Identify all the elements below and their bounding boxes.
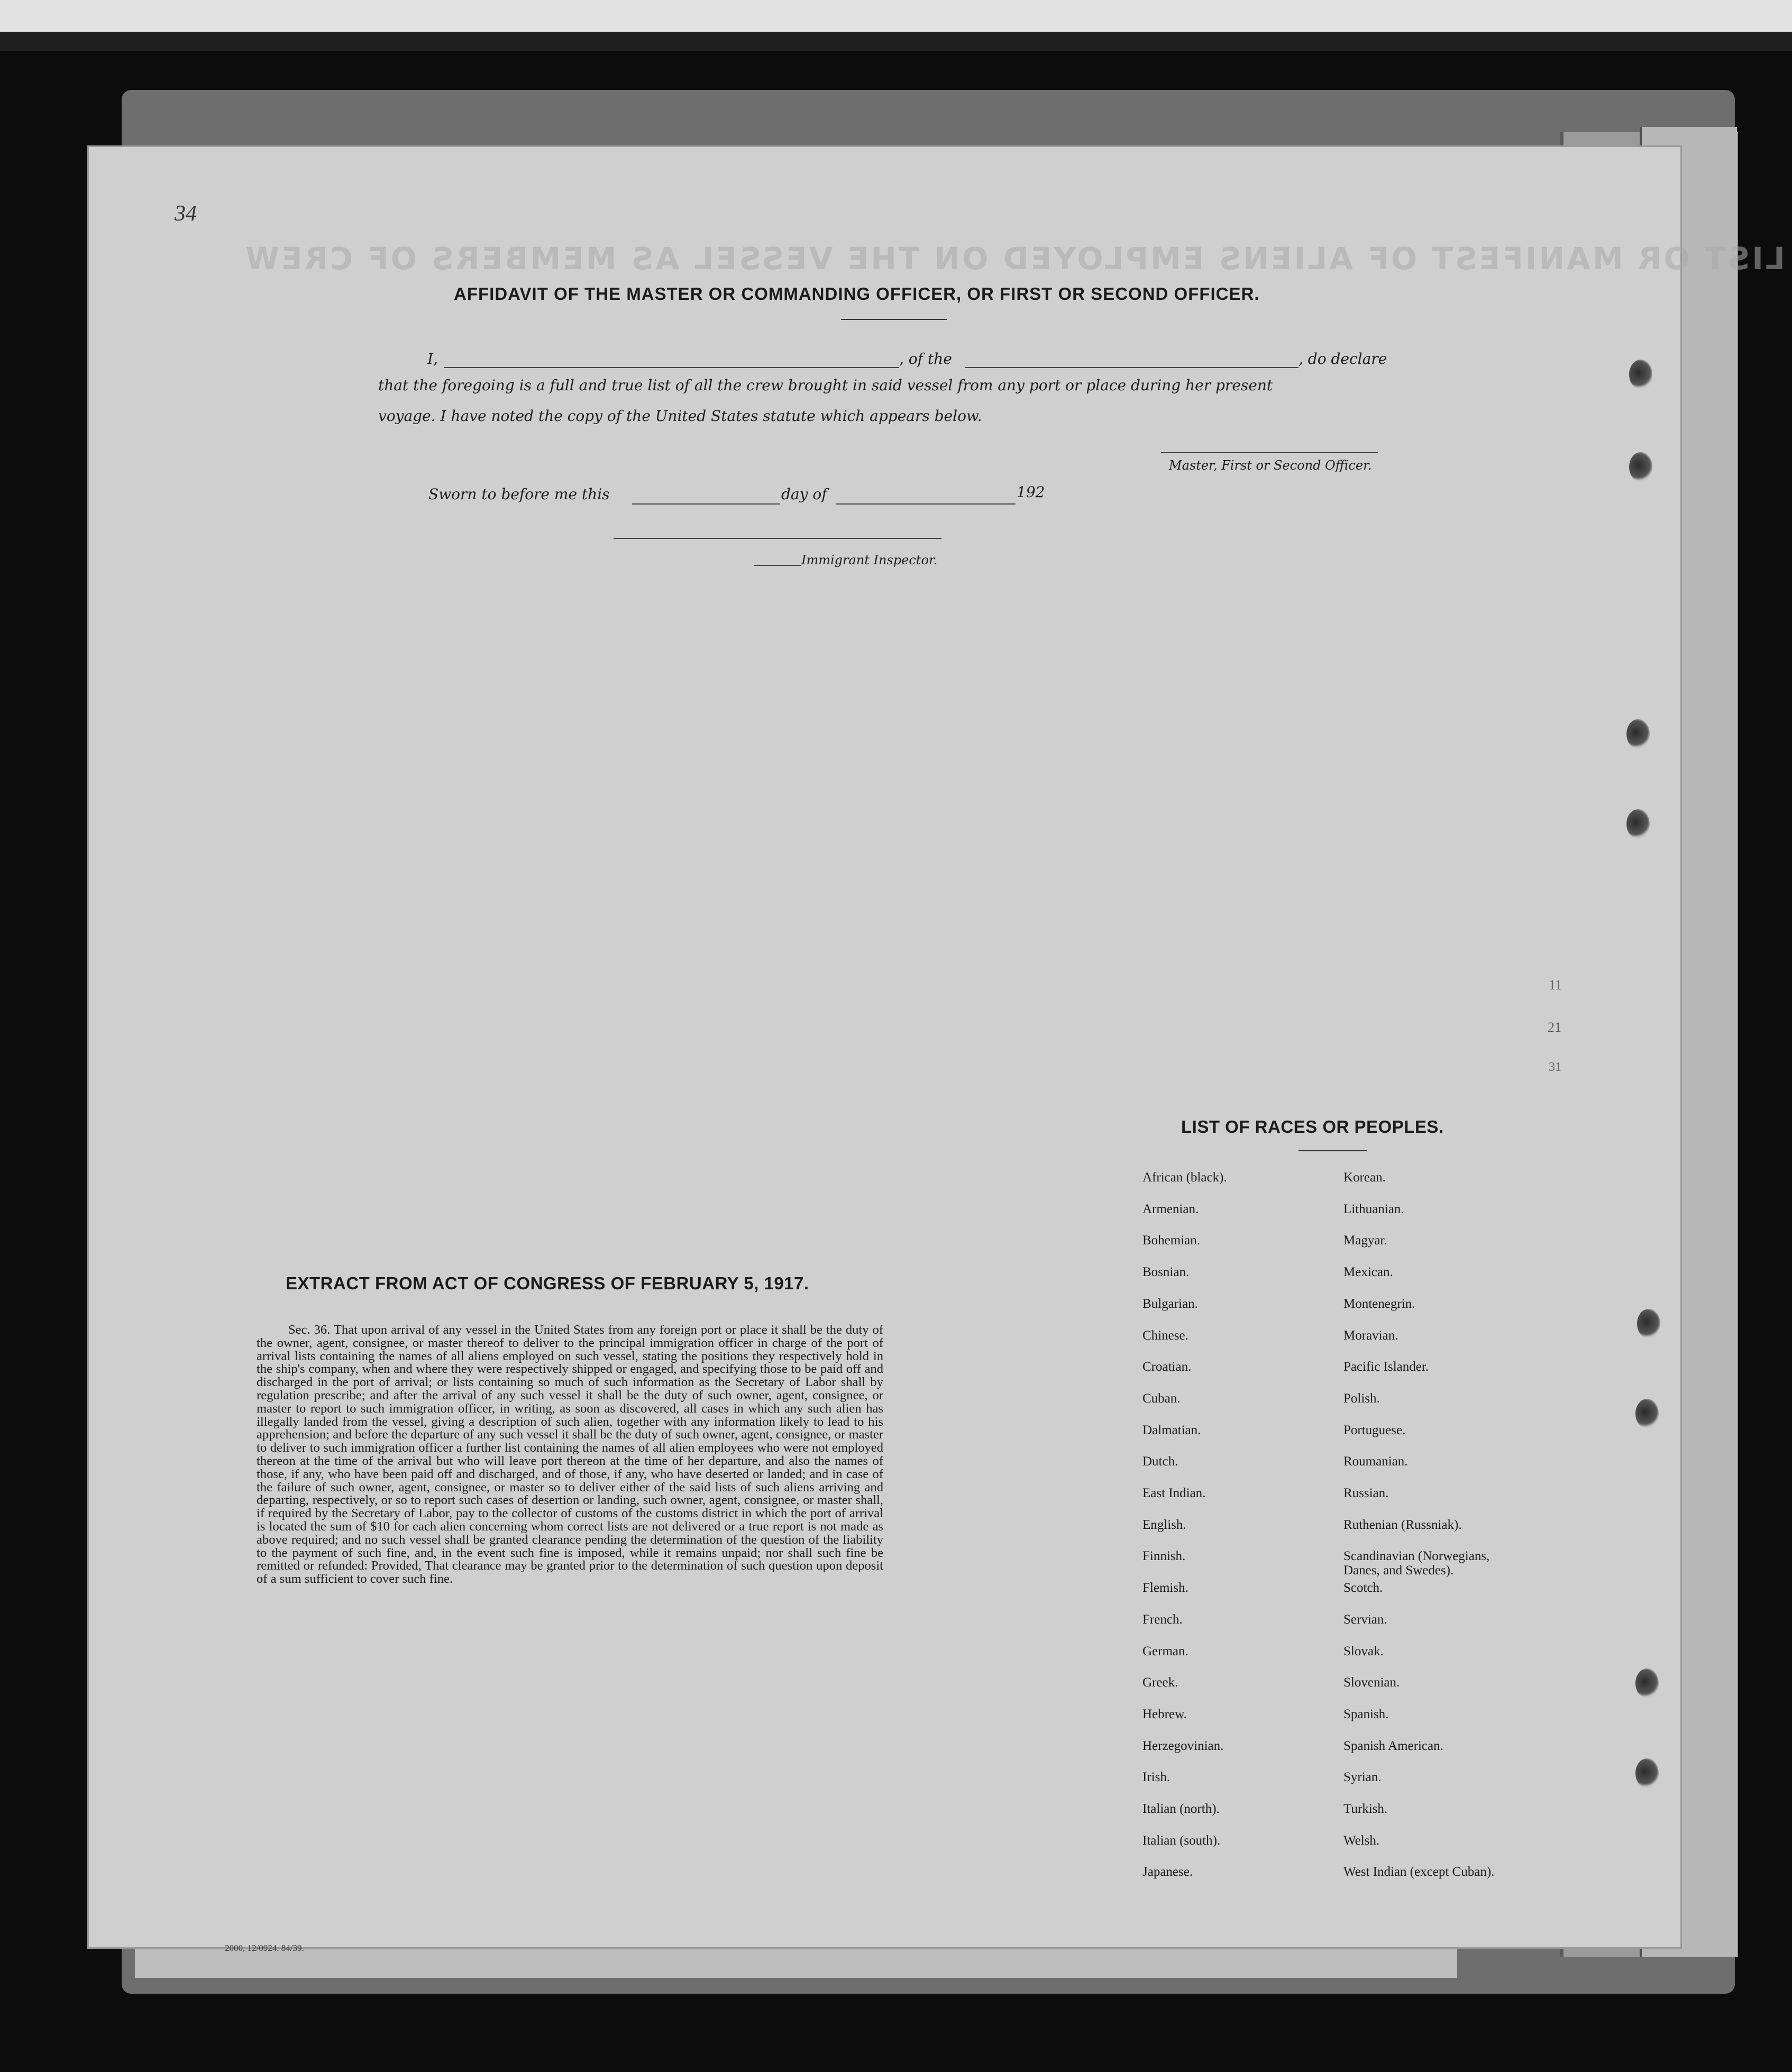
binding-hole xyxy=(1626,809,1650,839)
race-entry: Scandinavian (Norwegians, Danes, and Swedes). xyxy=(1343,1549,1490,1578)
race-entry: Greek. xyxy=(1142,1675,1178,1690)
binding-hole xyxy=(1635,1758,1659,1788)
race-entry: Portuguese. xyxy=(1343,1423,1406,1437)
inspector-short-rule xyxy=(754,565,801,566)
race-entry: Finnish. xyxy=(1142,1549,1186,1564)
scanner-top-band xyxy=(0,0,1792,32)
binding-hole xyxy=(1637,1309,1660,1338)
race-entry: Turkish. xyxy=(1343,1802,1388,1816)
race-entry: Moravian. xyxy=(1343,1328,1398,1343)
extract-title: EXTRACT FROM ACT OF CONGRESS OF FEBRUARY 5, 1917. xyxy=(286,1273,809,1293)
affidavit-title: AFFIDAVIT OF THE MASTER OR COMMANDING OFFICER, OR FIRST OR SECOND OFFICER. xyxy=(454,284,1260,304)
race-entry: Bulgarian. xyxy=(1142,1296,1198,1311)
race-entry: Ruthenian (Russniak). xyxy=(1343,1517,1462,1532)
race-entry: West Indian (except Cuban). xyxy=(1343,1865,1495,1880)
race-entry: Hebrew. xyxy=(1142,1707,1187,1721)
race-entry: Mexican. xyxy=(1343,1265,1393,1280)
binding-hole xyxy=(1629,452,1652,482)
race-entry: Croatian. xyxy=(1142,1360,1192,1374)
title-rule xyxy=(841,319,947,320)
name-field-line[interactable] xyxy=(444,367,899,368)
race-entry: Dalmatian. xyxy=(1142,1423,1201,1437)
race-entry: Herzegovinian. xyxy=(1142,1738,1224,1753)
race-entry: German. xyxy=(1142,1644,1188,1658)
race-entry: Flemish. xyxy=(1142,1581,1188,1596)
extract-body: Sec. 36. That upon arrival of any vessel in the United States from any foreign port or place it shall be the duty of the owner, agent, consignee, or master thereof to deliver to the principal immigration officer in charge of the port of arrival lists containing the names of all aliens employed on such vessel, stating the positions they respectively hold in the ship's company, when and where they were respectively shipped or engaged, and specifying those to be paid off and discharged in the port of arrival; or lists containing so much of such information as the Secretary of Labor shall by regulation prescribe; and after the arrival of any such vessel it shall be the duty of such owner, agent, consignee, or master to report to such immigration officer, in writing, as soon as discovered, all cases in which any such alien has illegally landed from the vessel, giving a description of such alien, together with any information likely to lead to his apprehension; and before the departure of any such vessel it shall be the duty of such owner, agent, consignee, or master to deliver to such immigration officer a further list containing the names of all alien employees who were not employed thereon at the time of the arrival but who will leave port thereon at the time of her departure, and also the names of those, if any, who have been paid off and discharged, and of those, if any, who have deserted or landed; and in case of the failure of such owner, agent, consignee, or master so to deliver either of the said lists of such aliens arriving and departing, respectively, or so to report such cases of desertion or landing, such owner, agent, consignee, or master shall, if required by the Secretary of Labor, pay to the collector of customs of the customs district in which the port of arrival is located the sum of $10 for each alien concerning whom correct lists are not delivered or a true report is not made as above required; and no such vessel shall be granted clearance pending the determination of the question of the liability to the payment of such fine, and, in the event such fine is imposed, while it remains unpaid; nor shall such fine be remitted or refunded: Provided, That clearance may be granted prior to the determination of such question upon deposit of a sum sufficient to cover such fine. xyxy=(257,1323,883,1587)
binding-hole xyxy=(1629,360,1652,389)
race-entry: Welsh. xyxy=(1343,1833,1380,1848)
margin-number: 31 xyxy=(1549,1060,1561,1074)
race-entry: Italian (south). xyxy=(1142,1833,1221,1848)
race-entry: French. xyxy=(1142,1612,1183,1627)
sworn-label: Sworn to before me this xyxy=(428,485,610,503)
race-entry: Magyar. xyxy=(1343,1233,1387,1248)
race-entry: Italian (north). xyxy=(1142,1802,1220,1816)
affidavit-declare-label: , do declare xyxy=(1299,350,1387,368)
margin-number: 21 xyxy=(1548,1020,1561,1035)
day-of-label: day of xyxy=(781,485,827,503)
races-title-rule xyxy=(1299,1150,1367,1151)
binding-hole xyxy=(1626,719,1650,749)
affidavit-i-label: I, xyxy=(427,350,438,368)
signature-caption: Master, First or Second Officer. xyxy=(1169,458,1372,473)
race-entry: Irish. xyxy=(1142,1770,1171,1785)
signature-line[interactable] xyxy=(1161,452,1378,453)
page-number-mark: 34 xyxy=(175,201,197,226)
race-entry: Slovenian. xyxy=(1343,1675,1400,1690)
inspector-caption: Immigrant Inspector. xyxy=(801,553,938,567)
race-entry: Spanish American. xyxy=(1343,1738,1443,1753)
binding-hole xyxy=(1635,1399,1659,1428)
race-entry: Lithuanian. xyxy=(1343,1202,1404,1216)
race-entry: Slovak. xyxy=(1343,1644,1384,1658)
printer-note: 2000, 12/0924. 84/39. xyxy=(225,1943,304,1953)
vessel-field-line[interactable] xyxy=(965,367,1299,368)
race-entry: Dutch. xyxy=(1142,1454,1178,1469)
race-entry: Servian. xyxy=(1343,1612,1387,1627)
race-entry: Spanish. xyxy=(1343,1707,1389,1721)
affidavit-line-2: that the foregoing is a full and true list of all the crew brought in said vessel from any port or place during her present xyxy=(378,377,1273,394)
race-entry: Japanese. xyxy=(1142,1865,1193,1880)
bleed-through-title: LIST OR MANIFEST OF ALIENS EMPLOYED ON THE VESSEL AS MEMBERS OF CREW xyxy=(243,241,1785,277)
race-entry: Korean. xyxy=(1343,1170,1386,1185)
race-entry: Cuban. xyxy=(1142,1391,1181,1406)
year-prefix: 192 xyxy=(1017,483,1045,501)
race-entry: Polish. xyxy=(1343,1391,1380,1406)
scanner-dark-band xyxy=(0,32,1792,51)
margin-number: 11 xyxy=(1549,977,1562,993)
race-entry: Armenian. xyxy=(1142,1202,1199,1216)
race-entry: Bosnian. xyxy=(1142,1265,1190,1280)
race-entry: African (black). xyxy=(1142,1170,1227,1185)
sworn-day-line[interactable] xyxy=(632,503,780,505)
race-entry: East Indian. xyxy=(1142,1486,1206,1500)
race-entry: Pacific Islander. xyxy=(1343,1360,1429,1374)
inspector-signature-line[interactable] xyxy=(614,538,941,539)
affidavit-line-3: voyage. I have noted the copy of the United States statute which appears below. xyxy=(378,407,982,425)
race-entry: Roumanian. xyxy=(1343,1454,1408,1469)
race-entry: Chinese. xyxy=(1142,1328,1188,1343)
races-title: LIST OF RACES OR PEOPLES. xyxy=(1181,1117,1444,1136)
race-entry: Scotch. xyxy=(1343,1581,1383,1596)
sworn-month-line[interactable] xyxy=(836,503,1016,505)
race-entry: Syrian. xyxy=(1343,1770,1382,1785)
race-entry: English. xyxy=(1142,1517,1186,1532)
affidavit-of-the-label: , of the xyxy=(899,350,952,368)
binding-hole xyxy=(1635,1668,1659,1698)
race-entry: Russian. xyxy=(1343,1486,1389,1500)
race-entry: Montenegrin. xyxy=(1343,1296,1415,1311)
race-entry: Bohemian. xyxy=(1142,1233,1201,1248)
